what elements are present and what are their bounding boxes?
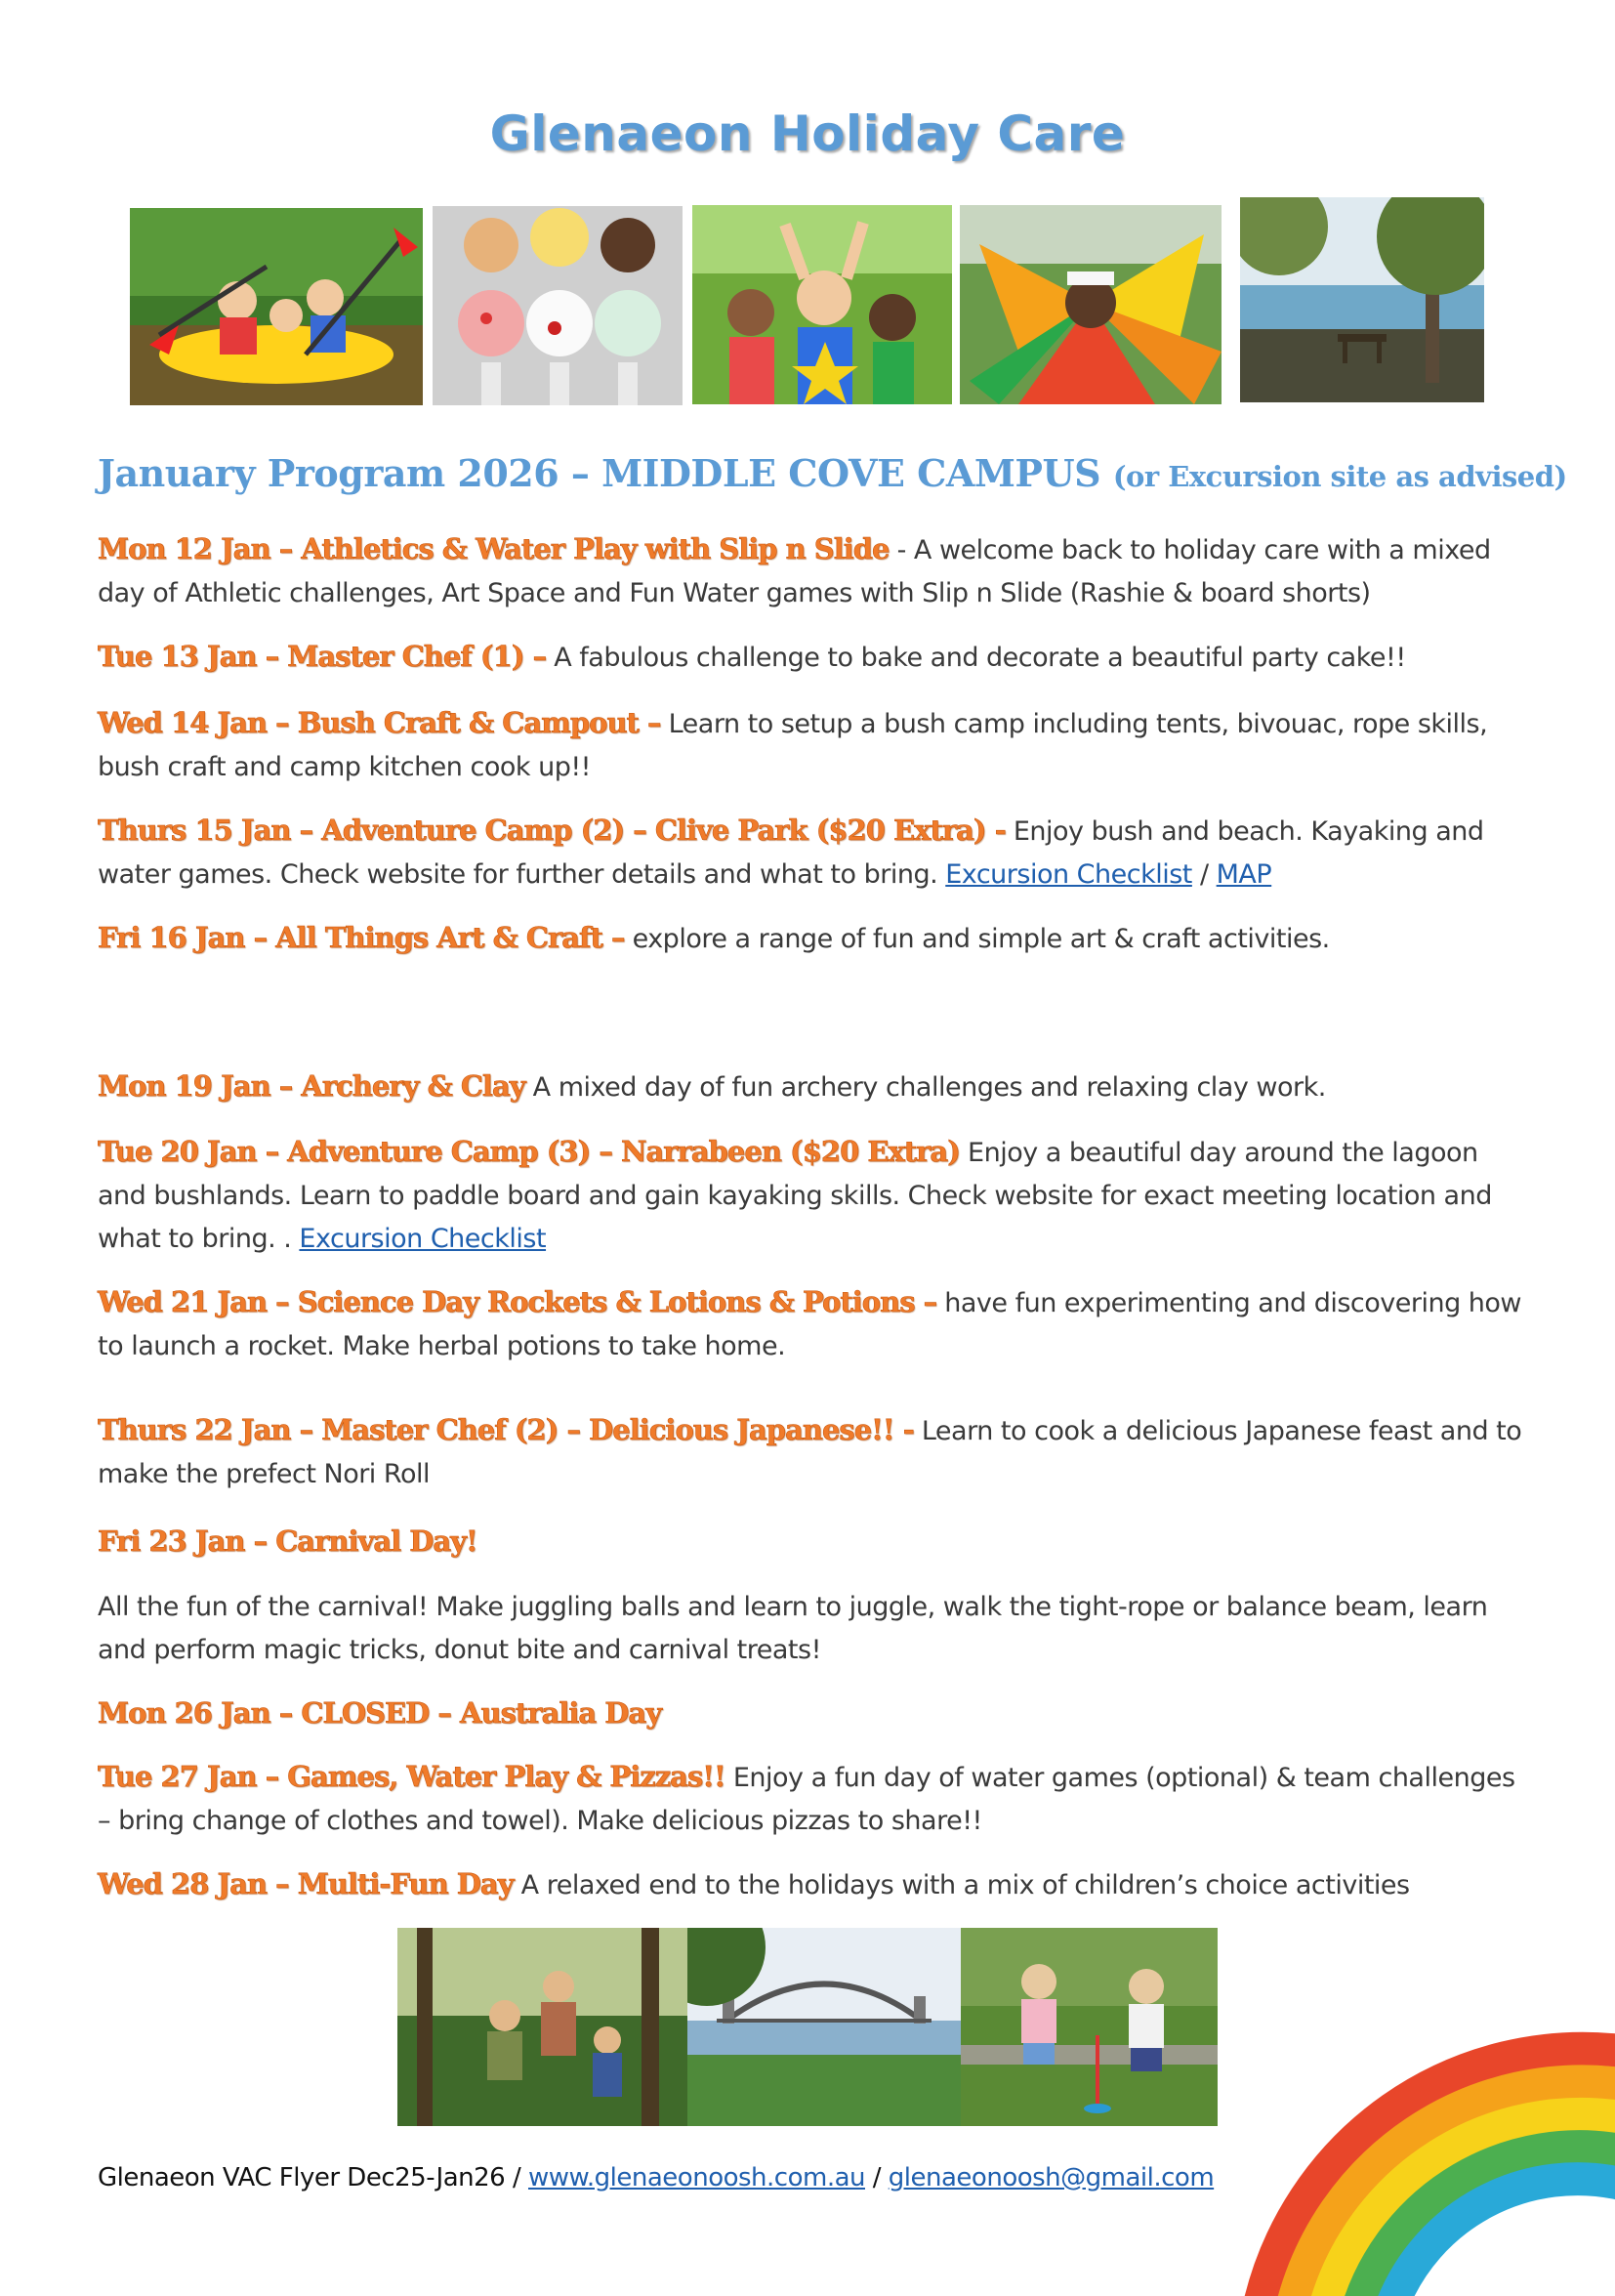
entry-heading: Mon 19 Jan – Archery & Clay <box>98 1069 525 1103</box>
footer-text: Glenaeon VAC Flyer Dec25-Jan26 / <box>98 2163 528 2192</box>
entry-tue-27-jan <box>98 1755 1523 1843</box>
entry-mon-26-jan <box>98 1691 1523 1736</box>
entry-description: Enjoy a beautiful day around the lagoon and bushlands. Learn to paddle board and gain kayaking skills. Check website for exact meeting location and what to bring. . <box>98 1138 1492 1254</box>
excursion-checklist-link[interactable]: Excursion Checklist <box>299 1224 547 1254</box>
photo-harbour-bridge-view <box>687 1928 961 2126</box>
entry-thurs-15-jan <box>98 809 1523 897</box>
email-link[interactable]: glenaeonoosh@gmail.com <box>888 2163 1215 2192</box>
photo-park-picnic-lake <box>1240 197 1484 402</box>
entry-description: explore a range of fun and simple art & craft activities. <box>624 924 1330 954</box>
entry-wed-14-jan <box>98 701 1523 789</box>
excursion-checklist-link[interactable]: Excursion Checklist <box>945 859 1192 890</box>
photo-carnival-dancer <box>960 205 1222 404</box>
footer-separator: / <box>865 2163 889 2192</box>
entry-heading: Thurs 15 Jan – Adventure Camp (2) – Clive Park ($20 Extra) - <box>98 814 1006 847</box>
website-link[interactable]: www.glenaeonoosh.com.au <box>528 2163 865 2192</box>
photo-children-running-forest <box>397 1928 687 2126</box>
entry-heading: Wed 14 Jan – Bush Craft & Campout – <box>98 706 661 739</box>
entry-mon-12-jan <box>98 527 1523 615</box>
entry-description: A mixed day of fun archery challenges and relaxing clay work. <box>524 1072 1326 1103</box>
entry-description: have fun experimenting and discovering how to launch a rocket. Make herbal potions to take home. <box>98 1288 1521 1361</box>
entry-description: Learn to setup a bush camp including tents, bivouac, rope skills, bush craft and camp kitchen cook up!! <box>98 709 1488 782</box>
program-title-subtitle: (or Excursion site as advised) <box>1112 460 1567 493</box>
entry-thurs-22-jan <box>98 1408 1523 1496</box>
entry-description: Enjoy a fun day of water games (optional) & team challenges – bring change of clothes and towel). Make delicious pizzas to share!! <box>98 1763 1515 1836</box>
entry-heading: Fri 16 Jan – All Things Art & Craft – <box>98 921 625 954</box>
entry-heading: Tue 27 Jan – Games, Water Play & Pizzas!! <box>98 1760 725 1793</box>
entry-description: All the fun of the carnival! Make juggling balls and learn to juggle, walk the tight-rope or balance beam, learn and perform magic tricks, donut bite and carnival treats! <box>98 1592 1488 1665</box>
entry-description: Learn to cook a delicious Japanese feast and to make the prefect Nori Roll <box>98 1416 1522 1489</box>
entry-heading: Mon 26 Jan – CLOSED – Australia Day <box>98 1696 662 1730</box>
page-title: Glenaeon Holiday Care <box>489 105 1126 162</box>
entry-heading: Thurs 22 Jan – Master Chef (2) – Delicious Japanese!! - <box>98 1413 914 1446</box>
entry-fri-23-jan <box>98 1520 1523 1672</box>
entry-fri-16-jan <box>98 916 1523 961</box>
entry-heading: Fri 23 Jan – Carnival Day! <box>98 1524 477 1558</box>
footer <box>98 2163 1214 2192</box>
entry-description: Enjoy bush and beach. Kayaking and water games. Check website for further details and what to bring. <box>98 816 1484 890</box>
program-title <box>98 451 1567 495</box>
entry-description: - A welcome back to holiday care with a mixed day of Athletic challenges, Art Space and Fun Water games with Slip n Slide (Rashie & board shorts) <box>98 535 1491 608</box>
entry-mon-19-jan <box>98 1065 1523 1109</box>
photo-cheering-children <box>692 205 952 404</box>
entry-wed-21-jan <box>98 1280 1523 1368</box>
program-title-main: January Program 2026 – MIDDLE COVE CAMPUS <box>98 451 1101 495</box>
entry-tue-13-jan <box>98 635 1523 680</box>
entry-heading: Wed 28 Jan – Multi-Fun Day <box>98 1867 514 1900</box>
entry-heading: Tue 13 Jan – Master Chef (1) – <box>98 640 547 673</box>
entry-heading: Tue 20 Jan – Adventure Camp (3) – Narrabeen ($20 Extra) <box>98 1135 960 1168</box>
entry-tue-20-jan <box>98 1130 1523 1261</box>
photo-kayaking-family <box>130 208 423 405</box>
entry-description: A relaxed end to the holidays with a mix of children’s choice activities <box>513 1870 1410 1900</box>
photo-children-garden-games <box>961 1928 1218 2126</box>
entry-heading: Mon 12 Jan – Athletics & Water Play with Slip n Slide <box>98 532 890 565</box>
photo-ice-cream-sundaes <box>433 206 683 405</box>
entry-description: A fabulous challenge to bake and decorate a beautiful party cake!! <box>546 643 1406 673</box>
map-link[interactable]: MAP <box>1216 859 1272 890</box>
entry-wed-28-jan <box>98 1862 1523 1907</box>
rainbow-decoration <box>1201 2012 1615 2296</box>
entry-heading: Wed 21 Jan – Science Day Rockets & Lotions & Potions – <box>98 1285 937 1318</box>
link-separator: / <box>1191 859 1217 890</box>
